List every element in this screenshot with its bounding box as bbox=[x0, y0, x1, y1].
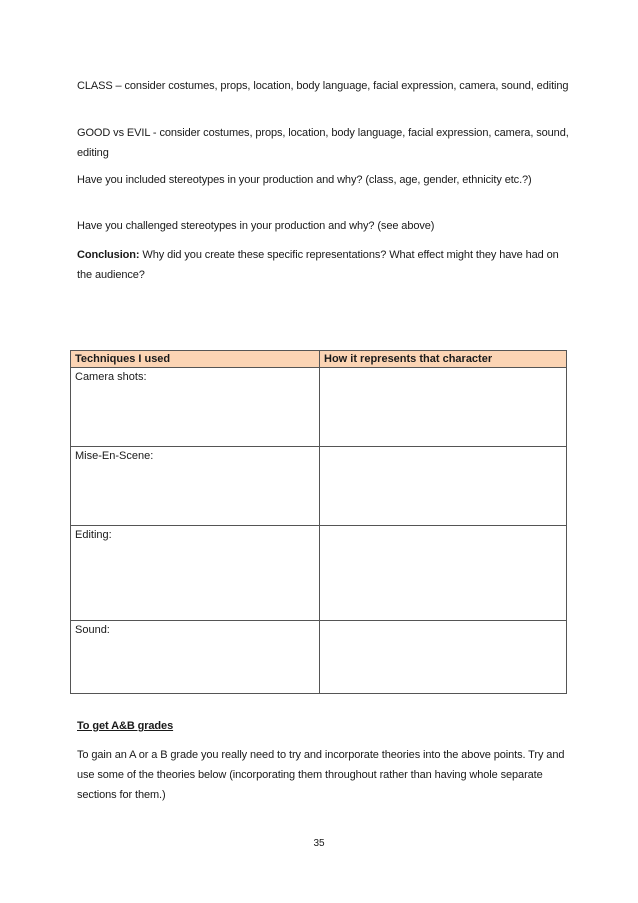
mise-en-scene-answer-cell[interactable] bbox=[320, 447, 567, 526]
table-row bbox=[71, 368, 567, 447]
table-header-row bbox=[71, 351, 567, 368]
editing-answer-cell[interactable] bbox=[320, 526, 567, 621]
represents-header: How it represents that character bbox=[320, 351, 567, 368]
techniques-header: Techniques I used bbox=[71, 351, 320, 368]
table-row bbox=[71, 447, 567, 526]
stereotypes-challenged-prompt: Have you challenged stereotypes in your production and why? (see above) bbox=[77, 220, 435, 232]
stereotypes-included-prompt: Have you included stereotypes in your production and why? (class, age, gender, ethnicity etc.?) bbox=[77, 174, 532, 186]
table-row bbox=[71, 526, 567, 621]
class-prompt: CLASS – consider costumes, props, location, body language, facial expression, camera, sound, editing bbox=[77, 80, 569, 92]
grades-body: To gain an A or a B grade you really need to try and incorporate theories into the above points. Try and use some of the theories below (incorporating them throughout rather than having whole separate sections for them.) bbox=[77, 749, 565, 801]
camera-shots-answer-cell[interactable] bbox=[320, 368, 567, 447]
good-vs-evil-prompt: GOOD vs EVIL - consider costumes, props, location, body language, facial expression, camera, sound, editing bbox=[77, 127, 569, 159]
mise-en-scene-label: Mise-En-Scene: bbox=[71, 447, 320, 526]
table-row bbox=[71, 621, 567, 694]
camera-shots-label: Camera shots: bbox=[71, 368, 320, 447]
editing-label: Editing: bbox=[71, 526, 320, 621]
conclusion-prompt bbox=[77, 245, 573, 285]
sound-answer-cell[interactable] bbox=[320, 621, 567, 694]
techniques-table bbox=[70, 350, 567, 694]
sound-label: Sound: bbox=[71, 621, 320, 694]
conclusion-text: Why did you create these specific representations? What effect might they have had on the audience? bbox=[77, 249, 559, 281]
conclusion-label: Conclusion: bbox=[77, 249, 140, 261]
grades-heading: To get A&B grades bbox=[77, 720, 174, 732]
page-number: 35 bbox=[313, 838, 325, 849]
